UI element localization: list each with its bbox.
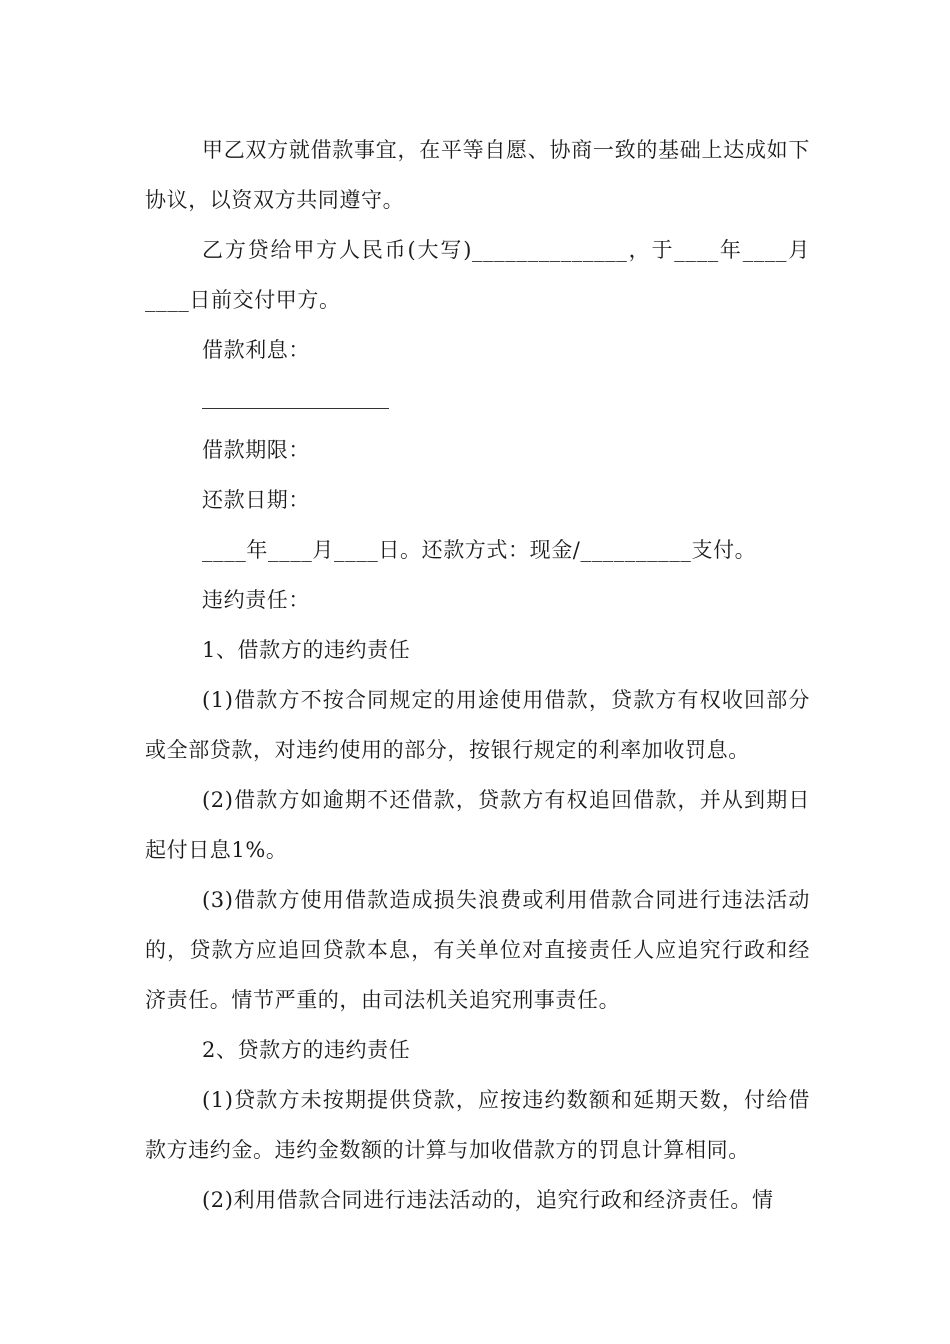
interest-blank-line <box>202 408 389 409</box>
heading-lender-liability: 2、贷款方的违约责任 <box>202 1038 411 1062</box>
paragraph-repayment-date-label: 还款日期： <box>202 488 310 512</box>
paragraph-lender-clause-2: (2)利用借款合同进行违法活动的，追究行政和经济责任。情 <box>202 1188 774 1212</box>
paragraph-interest-label: 借款利息： <box>202 338 310 362</box>
paragraph-liability-label: 违约责任： <box>202 588 310 612</box>
paragraph-borrower-clause-1: (1)借款方不按合同规定的用途使用借款，贷款方有权收回部分或全部贷款，对违约使用的部分，按银行规定的利率加收罚息。 <box>145 688 810 762</box>
paragraph-borrower-clause-3: (3)借款方使用借款造成损失浪费或利用借款合同进行违法活动的，贷款方应追回贷款本息，有关单位对直接责任人应追究行政和经济责任。情节严重的，由司法机关追究刑事责任。 <box>145 888 810 1012</box>
paragraph-borrower-clause-2: (2)借款方如逾期不还借款，贷款方有权追回借款，并从到期日起付日息1%。 <box>145 788 810 862</box>
paragraph-agreement-intro: 甲乙双方就借款事宜，在平等自愿、协商一致的基础上达成如下协议，以资双方共同遵守。 <box>145 138 810 212</box>
paragraph-term-label: 借款期限： <box>202 438 310 462</box>
heading-borrower-liability: 1、借款方的违约责任 <box>202 638 411 662</box>
paragraph-loan-amount: 乙方贷给甲方人民币(大写)______________，于____年____月____日前交付甲方。 <box>145 238 810 312</box>
paragraph-lender-clause-1: (1)贷款方未按期提供贷款，应按违约数额和延期天数，付给借款方违约金。违约金数额的计算与加收借款方的罚息计算相同。 <box>145 1088 810 1162</box>
paragraph-repayment-method: ____年____月____日。还款方式：现金/__________支付。 <box>202 538 757 562</box>
